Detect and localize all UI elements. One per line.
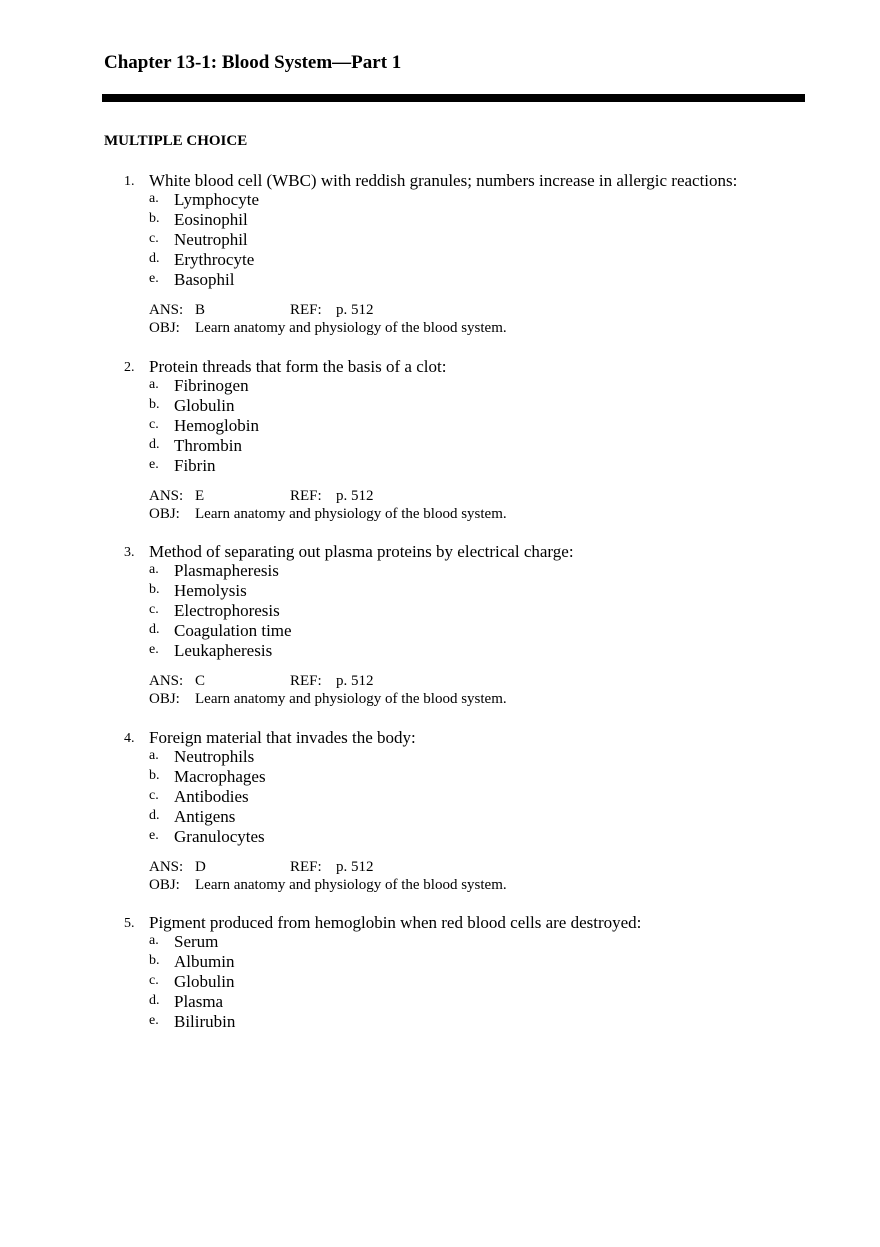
ans-label: ANS: bbox=[149, 858, 184, 875]
obj-value: Learn anatomy and physiology of the blood system. bbox=[195, 320, 507, 336]
choice-letter: e. bbox=[149, 271, 159, 286]
ref-label: REF: bbox=[290, 302, 322, 318]
obj-value: Learn anatomy and physiology of the blood system. bbox=[195, 876, 507, 893]
question-number: 3. bbox=[124, 545, 135, 560]
choice-text: Fibrin bbox=[174, 455, 216, 475]
question-stem: Method of separating out plasma proteins by electrical charge: bbox=[149, 542, 574, 561]
choice-text: Macrophages bbox=[174, 766, 266, 786]
choice-text: Thrombin bbox=[174, 435, 242, 455]
choice-text: Globulin bbox=[174, 972, 235, 991]
choice-text: Electrophoresis bbox=[174, 601, 280, 620]
question-number: 1. bbox=[124, 174, 135, 189]
ref-value: p. 512 bbox=[336, 858, 374, 875]
choice-text: Coagulation time bbox=[174, 621, 292, 640]
choice-letter: c. bbox=[149, 231, 159, 246]
choice-letter: b. bbox=[149, 953, 160, 968]
question-number: 4. bbox=[124, 730, 135, 746]
section-heading: MULTIPLE CHOICE bbox=[104, 133, 248, 149]
choice-letter: e. bbox=[149, 456, 159, 472]
choice-letter: c. bbox=[149, 973, 159, 988]
question-stem: Foreign material that invades the body: bbox=[149, 727, 416, 747]
question-number: 5. bbox=[124, 916, 135, 931]
choice-letter: d. bbox=[149, 807, 160, 823]
choice-letter: a. bbox=[149, 376, 159, 392]
ref-value: p. 512 bbox=[336, 673, 374, 689]
ans-label: ANS: bbox=[149, 487, 184, 504]
choice-text: Erythrocyte bbox=[174, 250, 255, 269]
ref-label: REF: bbox=[290, 487, 322, 504]
choice-letter: d. bbox=[149, 622, 160, 637]
ans-value: C bbox=[195, 673, 206, 689]
ref-value: p. 512 bbox=[336, 487, 374, 504]
page-title: Chapter 13-1: Blood System—Part 1 bbox=[104, 52, 402, 73]
title-rule bbox=[102, 94, 805, 102]
choice-text: Granulocytes bbox=[174, 826, 265, 846]
choice-text: Lymphocyte bbox=[174, 190, 259, 209]
ref-label: REF: bbox=[290, 858, 322, 875]
obj-label: OBJ: bbox=[149, 320, 180, 336]
obj-value: Learn anatomy and physiology of the blood system. bbox=[195, 691, 507, 707]
choice-text: Fibrinogen bbox=[174, 375, 249, 395]
choice-text: Plasma bbox=[174, 992, 224, 1011]
choice-text: Antigens bbox=[174, 806, 236, 826]
question-stem: Pigment produced from hemoglobin when red blood cells are destroyed: bbox=[149, 913, 642, 932]
obj-label: OBJ: bbox=[149, 505, 180, 522]
ans-label: ANS: bbox=[149, 673, 184, 689]
choice-letter: a. bbox=[149, 933, 159, 948]
choice-letter: d. bbox=[149, 436, 160, 452]
choice-letter: b. bbox=[149, 211, 160, 226]
question-stem: White blood cell (WBC) with reddish granules; numbers increase in allergic reactions: bbox=[149, 171, 738, 190]
choice-text: Albumin bbox=[174, 952, 235, 971]
choice-letter: a. bbox=[149, 562, 159, 577]
choice-letter: b. bbox=[149, 396, 160, 412]
choice-letter: e. bbox=[149, 1013, 159, 1028]
choice-text: Serum bbox=[174, 932, 219, 951]
choice-letter: e. bbox=[149, 827, 159, 843]
question-5 bbox=[0, 913, 880, 1099]
choice-text: Basophil bbox=[174, 270, 235, 289]
choice-letter: e. bbox=[149, 642, 159, 657]
obj-label: OBJ: bbox=[149, 876, 180, 893]
ans-value: E bbox=[195, 487, 205, 504]
choice-letter: c. bbox=[149, 416, 159, 432]
ref-value: p. 512 bbox=[336, 302, 374, 318]
question-1 bbox=[0, 171, 880, 357]
choice-text: Hemolysis bbox=[174, 581, 247, 600]
question-stem: Protein threads that form the basis of a clot: bbox=[149, 356, 447, 376]
question-3 bbox=[0, 542, 880, 728]
ans-label: ANS: bbox=[149, 302, 184, 318]
choice-text: Hemoglobin bbox=[174, 415, 259, 435]
question-2 bbox=[0, 357, 880, 543]
question-list bbox=[0, 171, 880, 1099]
choice-letter: c. bbox=[149, 602, 159, 617]
choice-letter: b. bbox=[149, 767, 160, 783]
obj-value: Learn anatomy and physiology of the blood system. bbox=[195, 505, 507, 522]
ref-label: REF: bbox=[290, 673, 322, 689]
choice-text: Bilirubin bbox=[174, 1012, 236, 1031]
choice-letter: a. bbox=[149, 191, 159, 206]
ans-value: B bbox=[195, 302, 206, 318]
question-number: 2. bbox=[124, 359, 135, 375]
choice-letter: a. bbox=[149, 747, 159, 763]
ans-value: D bbox=[195, 858, 206, 875]
choice-text: Eosinophil bbox=[174, 210, 248, 229]
choice-text: Neutrophils bbox=[174, 746, 255, 766]
choice-letter: c. bbox=[149, 787, 159, 803]
choice-letter: d. bbox=[149, 251, 160, 266]
choice-text: Leukapheresis bbox=[174, 641, 273, 660]
obj-label: OBJ: bbox=[149, 691, 180, 707]
choice-text: Antibodies bbox=[174, 786, 249, 806]
choice-text: Globulin bbox=[174, 395, 235, 415]
choice-letter: d. bbox=[149, 993, 160, 1008]
choice-text: Plasmapheresis bbox=[174, 561, 279, 580]
choice-letter: b. bbox=[149, 582, 160, 597]
choice-text: Neutrophil bbox=[174, 230, 248, 249]
question-4 bbox=[0, 728, 880, 914]
